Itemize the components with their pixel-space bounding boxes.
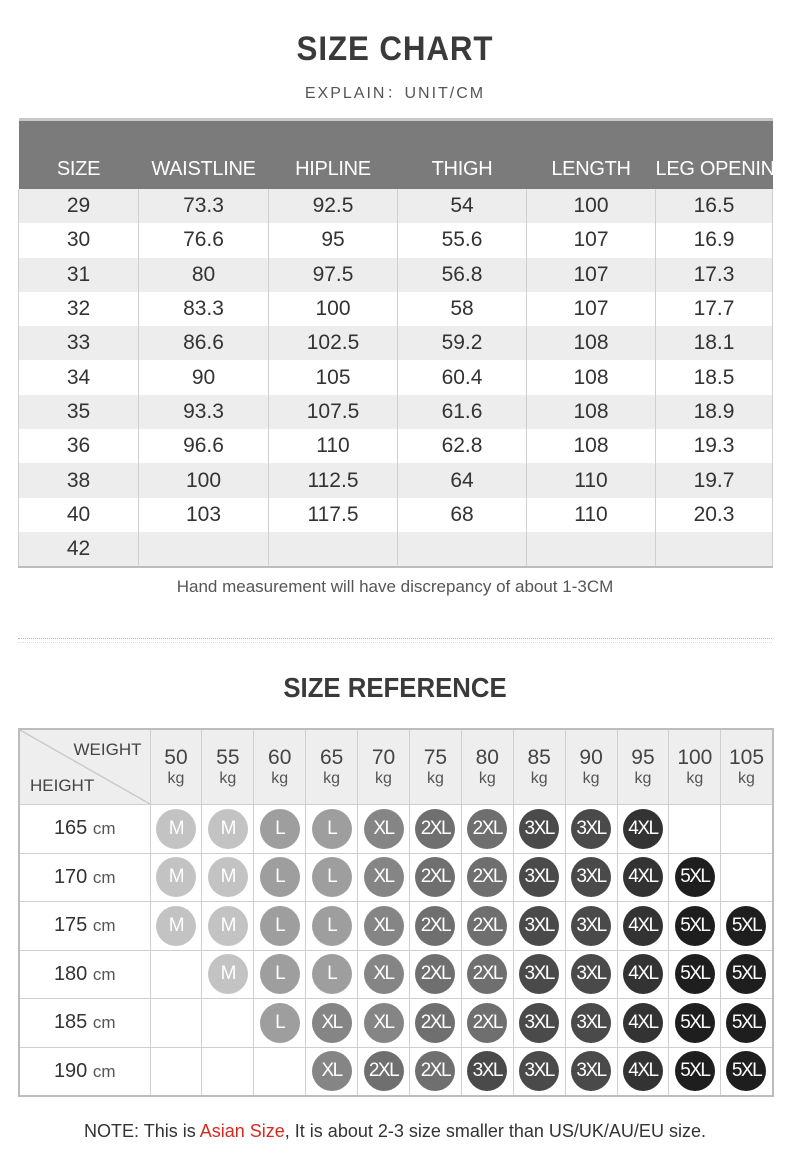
table-cell: 105 — [269, 360, 398, 394]
table-cell: 107 — [527, 258, 656, 292]
size-cell — [617, 902, 669, 951]
height-value: 165 — [53, 817, 88, 840]
size-badge: 5XL — [726, 906, 766, 946]
size-cell — [150, 853, 202, 902]
table-cell: 16.5 — [656, 189, 773, 223]
size-cell — [513, 950, 565, 999]
table-cell: 110 — [527, 463, 656, 497]
size-cell — [202, 853, 254, 902]
weight-value: 50 — [164, 746, 188, 769]
size-badge: 2XL — [415, 954, 455, 994]
size-cell — [254, 1047, 306, 1096]
weight-value: 75 — [423, 746, 448, 769]
size-cell — [202, 999, 254, 1048]
table-cell: 83.3 — [139, 292, 269, 326]
size-cell — [721, 950, 773, 999]
table-cell: 103 — [139, 498, 269, 532]
size-cell — [358, 853, 410, 902]
table-cell: 68 — [398, 498, 527, 532]
size-cell — [669, 950, 721, 999]
weight-value: 85 — [527, 746, 551, 769]
size-cell — [461, 805, 513, 854]
size-badge: 3XL — [571, 906, 611, 946]
size-badge: 2XL — [467, 809, 507, 849]
table-row — [19, 950, 773, 999]
table-cell: 76.6 — [139, 223, 269, 257]
height-unit: cm — [92, 964, 116, 984]
size-cell — [669, 999, 721, 1048]
size-badge: XL — [364, 906, 404, 946]
table-cell: 110 — [269, 429, 398, 463]
size-cell — [306, 853, 358, 902]
size-cell — [254, 853, 306, 902]
section-divider-secondary — [18, 642, 772, 643]
table-row — [19, 902, 773, 951]
size-badge: 2XL — [467, 857, 507, 897]
weight-value: 70 — [371, 746, 396, 769]
weight-value: 55 — [216, 746, 240, 769]
size-cell — [513, 853, 565, 902]
size-cell — [150, 902, 202, 951]
table-cell: 16.9 — [656, 223, 773, 257]
size-badge: 3XL — [571, 857, 611, 897]
table-cell: 18.5 — [656, 360, 773, 394]
size-badge: 4XL — [623, 857, 663, 897]
size-chart-table — [18, 118, 790, 568]
size-cell — [150, 805, 202, 854]
size-chart-header-cell: LEG OPENING — [656, 120, 773, 190]
weight-value: 90 — [579, 746, 603, 769]
size-badge: L — [312, 906, 352, 946]
size-cell — [617, 1047, 669, 1096]
size-badge: 3XL — [467, 1051, 507, 1091]
weight-height-corner-cell — [19, 729, 150, 805]
size-cell — [150, 1047, 202, 1096]
size-badge: M — [156, 809, 196, 849]
table-cell: 100 — [139, 463, 269, 497]
size-cell — [202, 805, 254, 854]
table-cell: 62.8 — [398, 429, 527, 463]
table-cell: 18.1 — [656, 326, 773, 360]
size-cell — [150, 999, 202, 1048]
size-badge: 4XL — [623, 809, 663, 849]
size-cell — [358, 950, 410, 999]
table-cell — [139, 532, 269, 567]
height-cell — [19, 853, 150, 902]
height-unit: cm — [92, 1013, 116, 1033]
weight-value: 100 — [677, 746, 713, 769]
table-cell: 60.4 — [398, 360, 527, 394]
size-cell — [565, 1047, 617, 1096]
size-cell — [565, 902, 617, 951]
table-cell: 80 — [139, 258, 269, 292]
weight-header-cell — [409, 729, 461, 805]
size-cell — [202, 1047, 254, 1096]
table-cell: 108 — [527, 429, 656, 463]
weight-header-cell — [254, 729, 306, 805]
size-badge: 3XL — [519, 906, 559, 946]
size-badge: 5XL — [675, 906, 715, 946]
table-cell: 112.5 — [269, 463, 398, 497]
size-cell — [721, 1047, 773, 1096]
table-cell: 90 — [139, 360, 269, 394]
table-row — [19, 258, 773, 292]
size-cell — [254, 999, 306, 1048]
height-unit: cm — [92, 1061, 116, 1081]
height-cell — [19, 805, 150, 854]
size-badge: 2XL — [415, 906, 455, 946]
size-chart-title: SIZE CHART — [296, 30, 494, 68]
size-cell — [565, 805, 617, 854]
size-chart-header-row — [19, 120, 773, 190]
height-label: HEIGHT — [30, 776, 95, 795]
table-row — [19, 292, 773, 326]
size-cell — [669, 902, 721, 951]
weight-header-cell — [150, 729, 202, 805]
weight-unit: kg — [323, 770, 341, 787]
size-badge: 3XL — [519, 954, 559, 994]
table-cell — [527, 532, 656, 567]
size-cell — [669, 1047, 721, 1096]
weight-unit: kg — [426, 770, 444, 787]
size-cell — [409, 950, 461, 999]
table-cell: 64 — [398, 463, 527, 497]
table-cell: 108 — [527, 360, 656, 394]
size-cell — [358, 805, 410, 854]
weight-unit: kg — [530, 770, 548, 787]
size-badge: 3XL — [519, 1051, 559, 1091]
size-chart-header-cell: HIPLINE — [269, 120, 398, 190]
table-cell: 56.8 — [398, 258, 527, 292]
table-row — [19, 360, 773, 394]
weight-value: 80 — [475, 746, 499, 769]
table-cell: 92.5 — [269, 189, 398, 223]
size-badge: 3XL — [571, 809, 611, 849]
table-cell: 29 — [19, 189, 139, 223]
size-cell — [617, 950, 669, 999]
size-badge: 3XL — [571, 1051, 611, 1091]
size-badge: 2XL — [467, 954, 507, 994]
table-row — [19, 463, 773, 497]
table-cell: 58 — [398, 292, 527, 326]
table-cell — [269, 532, 398, 567]
section-divider — [18, 638, 772, 639]
size-cell — [721, 902, 773, 951]
size-cell — [202, 902, 254, 951]
height-cell — [19, 1047, 150, 1096]
height-value: 175 — [53, 914, 88, 937]
size-badge: 3XL — [519, 809, 559, 849]
weight-value: 65 — [319, 746, 344, 769]
height-value: 190 — [53, 1059, 88, 1082]
weight-header-cell — [617, 729, 669, 805]
size-cell — [306, 805, 358, 854]
size-badge: L — [260, 954, 300, 994]
table-cell: 59.2 — [398, 326, 527, 360]
size-chart-subtitle: EXPLAIN：UNIT/CM — [304, 85, 486, 102]
measurement-note: Hand measurement will have discrepancy of about 1-3CM — [176, 577, 614, 596]
table-row — [19, 189, 773, 223]
height-cell — [19, 950, 150, 999]
size-badge: 2XL — [415, 809, 455, 849]
weight-header-cell — [306, 729, 358, 805]
size-cell — [565, 950, 617, 999]
height-value: 185 — [53, 1011, 88, 1034]
size-badge: 4XL — [623, 954, 663, 994]
weight-header-cell — [721, 729, 773, 805]
weight-header-cell — [513, 729, 565, 805]
weight-unit: kg — [167, 770, 185, 787]
size-badge: L — [260, 809, 300, 849]
size-cell — [565, 853, 617, 902]
table-cell: 40 — [19, 498, 139, 532]
table-cell: 73.3 — [139, 189, 269, 223]
height-cell — [19, 999, 150, 1048]
table-cell: 30 — [19, 223, 139, 257]
size-badge: 4XL — [623, 906, 663, 946]
size-badge: 5XL — [675, 954, 715, 994]
size-cell — [461, 902, 513, 951]
size-cell — [202, 950, 254, 999]
table-row — [19, 1047, 773, 1096]
table-row — [19, 395, 773, 429]
table-cell: 95 — [269, 223, 398, 257]
table-cell: 100 — [527, 189, 656, 223]
table-cell: 31 — [19, 258, 139, 292]
size-badge: 5XL — [726, 1003, 766, 1043]
size-cell — [358, 1047, 410, 1096]
table-cell: 96.6 — [139, 429, 269, 463]
table-cell: 36 — [19, 429, 139, 463]
table-cell: 20.3 — [656, 498, 773, 532]
height-value: 180 — [53, 962, 88, 985]
size-cell — [409, 1047, 461, 1096]
size-cell — [461, 999, 513, 1048]
weight-header-cell — [358, 729, 410, 805]
table-cell — [398, 532, 527, 567]
size-badge: L — [312, 954, 352, 994]
table-cell: 107 — [527, 292, 656, 326]
table-cell: 86.6 — [139, 326, 269, 360]
size-badge: 5XL — [675, 857, 715, 897]
size-badge: XL — [364, 1003, 404, 1043]
table-cell: 110 — [527, 498, 656, 532]
table-cell: 33 — [19, 326, 139, 360]
size-cell — [409, 805, 461, 854]
size-cell — [254, 902, 306, 951]
note-highlight: Asian Size — [199, 1121, 285, 1141]
table-cell: 18.9 — [656, 395, 773, 429]
size-badge: L — [312, 857, 352, 897]
table-cell: 97.5 — [269, 258, 398, 292]
weight-unit: kg — [738, 770, 755, 787]
table-cell: 17.3 — [656, 258, 773, 292]
size-badge: 2XL — [467, 1003, 507, 1043]
size-cell — [617, 853, 669, 902]
size-cell — [669, 853, 721, 902]
table-cell: 19.7 — [656, 463, 773, 497]
size-cell — [358, 902, 410, 951]
height-value: 170 — [53, 865, 88, 888]
table-row — [19, 223, 773, 257]
table-cell: 93.3 — [139, 395, 269, 429]
size-cell — [513, 805, 565, 854]
size-cell — [513, 1047, 565, 1096]
weight-unit: kg — [634, 770, 652, 787]
table-cell: 100 — [269, 292, 398, 326]
table-row — [19, 429, 773, 463]
size-badge: 5XL — [726, 1051, 766, 1091]
size-cell — [306, 950, 358, 999]
size-cell — [306, 1047, 358, 1096]
size-badge: 4XL — [623, 1003, 663, 1043]
size-badge: 3XL — [571, 954, 611, 994]
size-cell — [306, 999, 358, 1048]
weight-header-cell — [669, 729, 721, 805]
size-cell — [513, 902, 565, 951]
size-badge: L — [260, 1003, 300, 1043]
weight-value: 95 — [631, 746, 655, 769]
table-cell: 35 — [19, 395, 139, 429]
size-badge: 2XL — [364, 1051, 404, 1091]
size-badge: L — [260, 906, 300, 946]
weight-unit: kg — [582, 770, 600, 787]
asian-size-note — [0, 1121, 790, 1142]
table-row — [19, 805, 773, 854]
size-badge: 2XL — [415, 857, 455, 897]
size-cell — [617, 805, 669, 854]
size-cell — [721, 853, 773, 902]
size-cell — [409, 999, 461, 1048]
size-badge: 2XL — [467, 906, 507, 946]
size-badge: XL — [364, 809, 404, 849]
table-cell: 108 — [527, 395, 656, 429]
table-row — [19, 999, 773, 1048]
size-badge: 5XL — [726, 954, 766, 994]
weight-unit: kg — [219, 770, 237, 787]
size-cell — [461, 1047, 513, 1096]
table-cell: 17.7 — [656, 292, 773, 326]
table-cell: 107.5 — [269, 395, 398, 429]
size-badge: 5XL — [675, 1003, 715, 1043]
size-badge: M — [208, 906, 248, 946]
weight-value: 60 — [268, 746, 292, 769]
size-cell — [513, 999, 565, 1048]
weight-header-cell — [202, 729, 254, 805]
table-cell — [656, 532, 773, 567]
weight-unit: kg — [271, 770, 289, 787]
size-badge: XL — [364, 857, 404, 897]
size-cell — [461, 950, 513, 999]
size-cell — [721, 999, 773, 1048]
size-badge: M — [208, 809, 248, 849]
height-unit: cm — [92, 916, 116, 936]
height-unit: cm — [92, 819, 116, 839]
table-cell: 107 — [527, 223, 656, 257]
size-cell — [306, 902, 358, 951]
size-cell — [409, 853, 461, 902]
table-cell: 117.5 — [269, 498, 398, 532]
table-cell: 38 — [19, 463, 139, 497]
table-row — [19, 532, 773, 567]
table-row — [19, 326, 773, 360]
weight-unit: kg — [478, 770, 496, 787]
table-cell: 19.3 — [656, 429, 773, 463]
size-badge: L — [260, 857, 300, 897]
table-row — [19, 853, 773, 902]
size-reference-header-row — [19, 729, 773, 805]
weight-header-cell — [461, 729, 513, 805]
size-cell — [358, 999, 410, 1048]
size-cell — [150, 950, 202, 999]
size-cell — [721, 805, 773, 854]
size-chart-header-cell: LENGTH — [527, 120, 656, 190]
size-badge: XL — [312, 1051, 352, 1091]
size-badge: 4XL — [623, 1051, 663, 1091]
size-reference-title: SIZE REFERENCE — [283, 672, 507, 703]
table-cell: 42 — [19, 532, 139, 567]
table-cell: 54 — [398, 189, 527, 223]
size-badge: L — [312, 809, 352, 849]
size-badge: XL — [312, 1003, 352, 1043]
weight-value: 105 — [728, 746, 765, 769]
size-cell — [669, 805, 721, 854]
size-chart-header-cell: SIZE — [19, 120, 139, 190]
size-badge: M — [208, 954, 248, 994]
table-cell: 55.6 — [398, 223, 527, 257]
size-badge: M — [156, 857, 196, 897]
size-cell — [617, 999, 669, 1048]
weight-unit: kg — [686, 770, 704, 787]
size-badge: 2XL — [415, 1051, 455, 1091]
size-cell — [254, 950, 306, 999]
size-badge: XL — [364, 954, 404, 994]
table-cell: 61.6 — [398, 395, 527, 429]
size-badge: M — [208, 857, 248, 897]
note-prefix: NOTE: This is — [84, 1121, 200, 1141]
size-cell — [461, 853, 513, 902]
size-badge: 3XL — [519, 857, 559, 897]
table-row — [19, 498, 773, 532]
size-cell — [254, 805, 306, 854]
height-cell — [19, 902, 150, 951]
size-reference-table — [18, 728, 774, 1097]
size-badge: 5XL — [675, 1051, 715, 1091]
table-cell: 108 — [527, 326, 656, 360]
table-cell: 34 — [19, 360, 139, 394]
note-suffix: , It is about 2-3 size smaller than US/UK/AU/EU size. — [284, 1121, 706, 1141]
size-cell — [409, 902, 461, 951]
weight-unit: kg — [375, 770, 392, 787]
weight-label: WEIGHT — [73, 740, 142, 759]
size-badge: M — [156, 906, 196, 946]
size-cell — [565, 999, 617, 1048]
size-chart-header-cell: THIGH — [398, 120, 527, 190]
weight-header-cell — [565, 729, 617, 805]
table-cell: 32 — [19, 292, 139, 326]
size-badge: 3XL — [571, 1003, 611, 1043]
table-cell: 102.5 — [269, 326, 398, 360]
size-chart-header-cell: WAISTLINE — [139, 120, 269, 190]
height-unit: cm — [92, 867, 116, 887]
size-badge: 3XL — [519, 1003, 559, 1043]
size-badge: 2XL — [415, 1003, 455, 1043]
